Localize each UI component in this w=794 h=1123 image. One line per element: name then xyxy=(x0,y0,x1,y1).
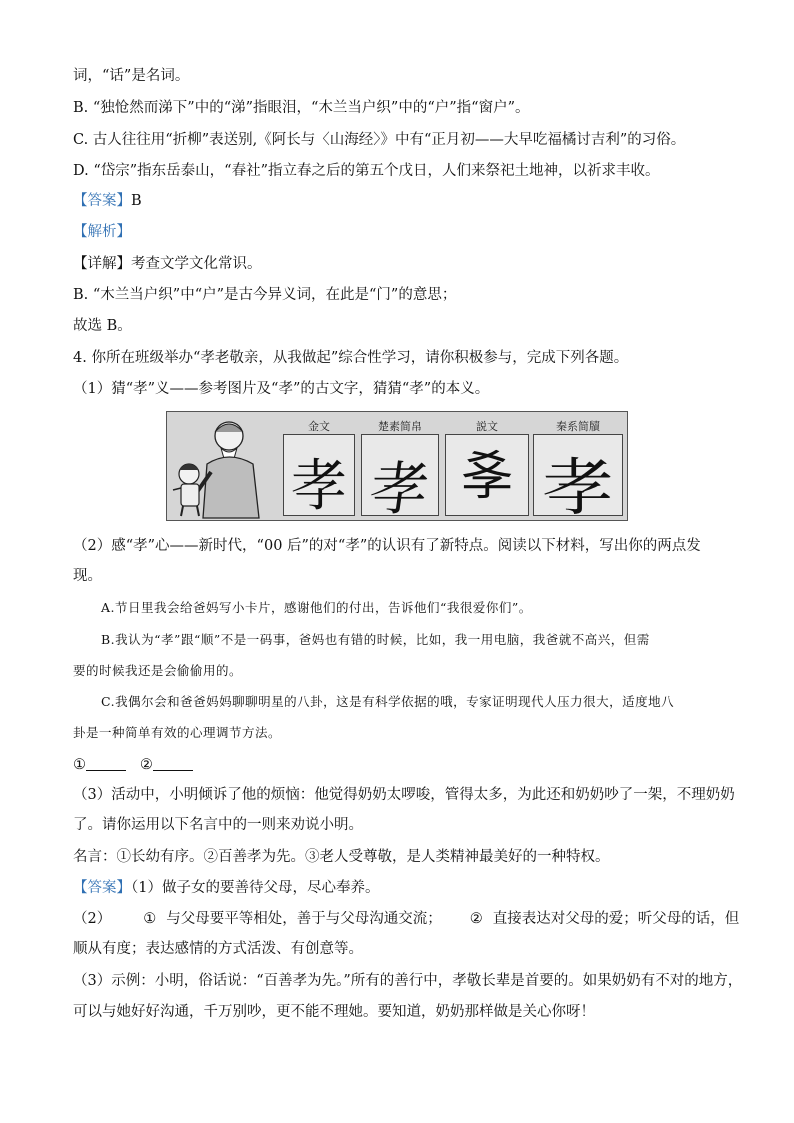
answer-2-prefix: （2） xyxy=(73,911,112,927)
panel-qinjian xyxy=(533,416,623,524)
answer-2-point2: 直接表达对父母的爱；听父母的话，但 xyxy=(492,911,740,927)
question-4: 4. 你所在班级举办“孝老敬亲，从我做起”综合性学习，请你积极参与，完成下列各题。 xyxy=(73,350,629,366)
answer-2-part2 xyxy=(73,909,739,929)
panel-label: 楚素简帛 xyxy=(378,420,422,433)
option-b: B. “独怆然而涕下”中的“涕”指眼泪，“木兰当户织”中的“户”指“窗户”。 xyxy=(73,100,530,116)
material-c-cont: 卦是一种简单有效的心理调节方法。 xyxy=(73,725,282,740)
question-4-3-cont: 了。请你运用以下名言中的一则来劝说小明。 xyxy=(73,817,363,833)
circle-1: ① xyxy=(143,911,157,927)
quotes-line: 名言：①长幼有序。②百善孝为先。③老人受尊敬，是人类精神最美好的一种特权。 xyxy=(73,849,610,865)
question-4-1: （1）猜“孝”义——参考图片及“孝”的古文字，猜猜“孝”的本义。 xyxy=(73,381,490,397)
answer-2-label: 【答案】 xyxy=(73,880,131,896)
answer-2-line xyxy=(73,878,379,898)
blank-1[interactable] xyxy=(86,756,126,771)
blank-2[interactable] xyxy=(153,756,193,771)
option-c: C. 古人往往用“折柳”表送别,《阿长与〈山海经〉》中有“正月初——大早吃福橘讨吉利”的习俗。 xyxy=(73,132,686,148)
answer-2-point1: 与父母要平等相处，善于与父母沟通交流； xyxy=(166,911,442,927)
circle-2: ② xyxy=(469,911,483,927)
answer-label: 【答案】 xyxy=(73,193,131,209)
answer-2-part3-cont: 可以与她好好沟通，千万别吵，更不能不理她。要知道，奶奶那样做是关心你呀！ xyxy=(73,1004,595,1020)
detail-line: 【详解】考查文学文化常识。 xyxy=(73,256,262,272)
glyph-jinwen: 孝 xyxy=(291,454,347,519)
blanks-line xyxy=(73,755,193,775)
option-d: D. “岱宗”指东岳泰山，“春社”指立春之后的第五个戊日，人们来祭祀土地神，以祈求丰收。 xyxy=(73,163,660,179)
blank-2-label: ② xyxy=(139,757,153,773)
panel-chujian xyxy=(361,416,439,523)
material-c: C.我偶尔会和爸爸妈妈聊聊明星的八卦，这是有科学依据的哦，专家证明现代人压力很大，适度地八 xyxy=(101,694,675,709)
glyph-chujian: 孝 xyxy=(365,455,434,523)
text-line: 词，“话”是名词。 xyxy=(73,68,190,84)
material-b: B.我认为“孝”跟“顺”不是一码事，爸妈也有错的时候，比如，我一用电脑，我爸就不高兴，但需 xyxy=(101,632,650,647)
glyph-shuowen: 𡥈 xyxy=(460,447,513,507)
glyph-qinjian: 孝 xyxy=(542,451,614,524)
panel-label: 説文 xyxy=(476,420,498,433)
answer-2-part1: （1）做子女的要善待父母，尽心奉养。 xyxy=(131,880,380,896)
panel-shuowen xyxy=(445,416,529,516)
question-4-2: （2）感“孝”心——新时代，“00 后”的对“孝”的认识有了新特点。阅读以下材料，写出你的两点发 xyxy=(73,538,701,554)
answer-value: B xyxy=(131,193,142,209)
answer-2-part3: （3）示例：小明，俗话说：“百善孝为先。”所有的善行中，孝敬长辈是首要的。如果奶奶有不对的地方， xyxy=(73,973,743,989)
xiao-figure xyxy=(166,411,628,524)
material-b-cont: 要的时候我还是会偷偷用的。 xyxy=(73,663,243,678)
panel-label: 秦系简牘 xyxy=(556,420,600,433)
panel-jinwen xyxy=(283,416,355,519)
conclusion-line: 故选 B。 xyxy=(73,318,132,334)
material-a: A.节日里我会给爸妈写小卡片，感谢他们的付出，告诉他们“我很爱你们”。 xyxy=(101,600,532,615)
answer-line xyxy=(73,191,142,211)
analysis-label: 【解析】 xyxy=(73,224,131,240)
question-4-3: （3）活动中，小明倾诉了他的烦恼：他觉得奶奶太啰唆，管得太多，为此还和奶奶吵了一架，不理奶奶 xyxy=(73,787,735,803)
panel-label: 金文 xyxy=(308,420,330,433)
blank-1-label: ① xyxy=(73,757,86,773)
grandparent-child-illustration xyxy=(167,412,279,520)
answer-2-part2-cont: 顺从有度；表达感情的方式活泼、有创意等。 xyxy=(73,941,363,957)
explain-line: B. “木兰当户织”中“户”是古今异义词，在此是“门”的意思； xyxy=(73,287,457,303)
question-4-2-cont: 现。 xyxy=(73,568,102,584)
